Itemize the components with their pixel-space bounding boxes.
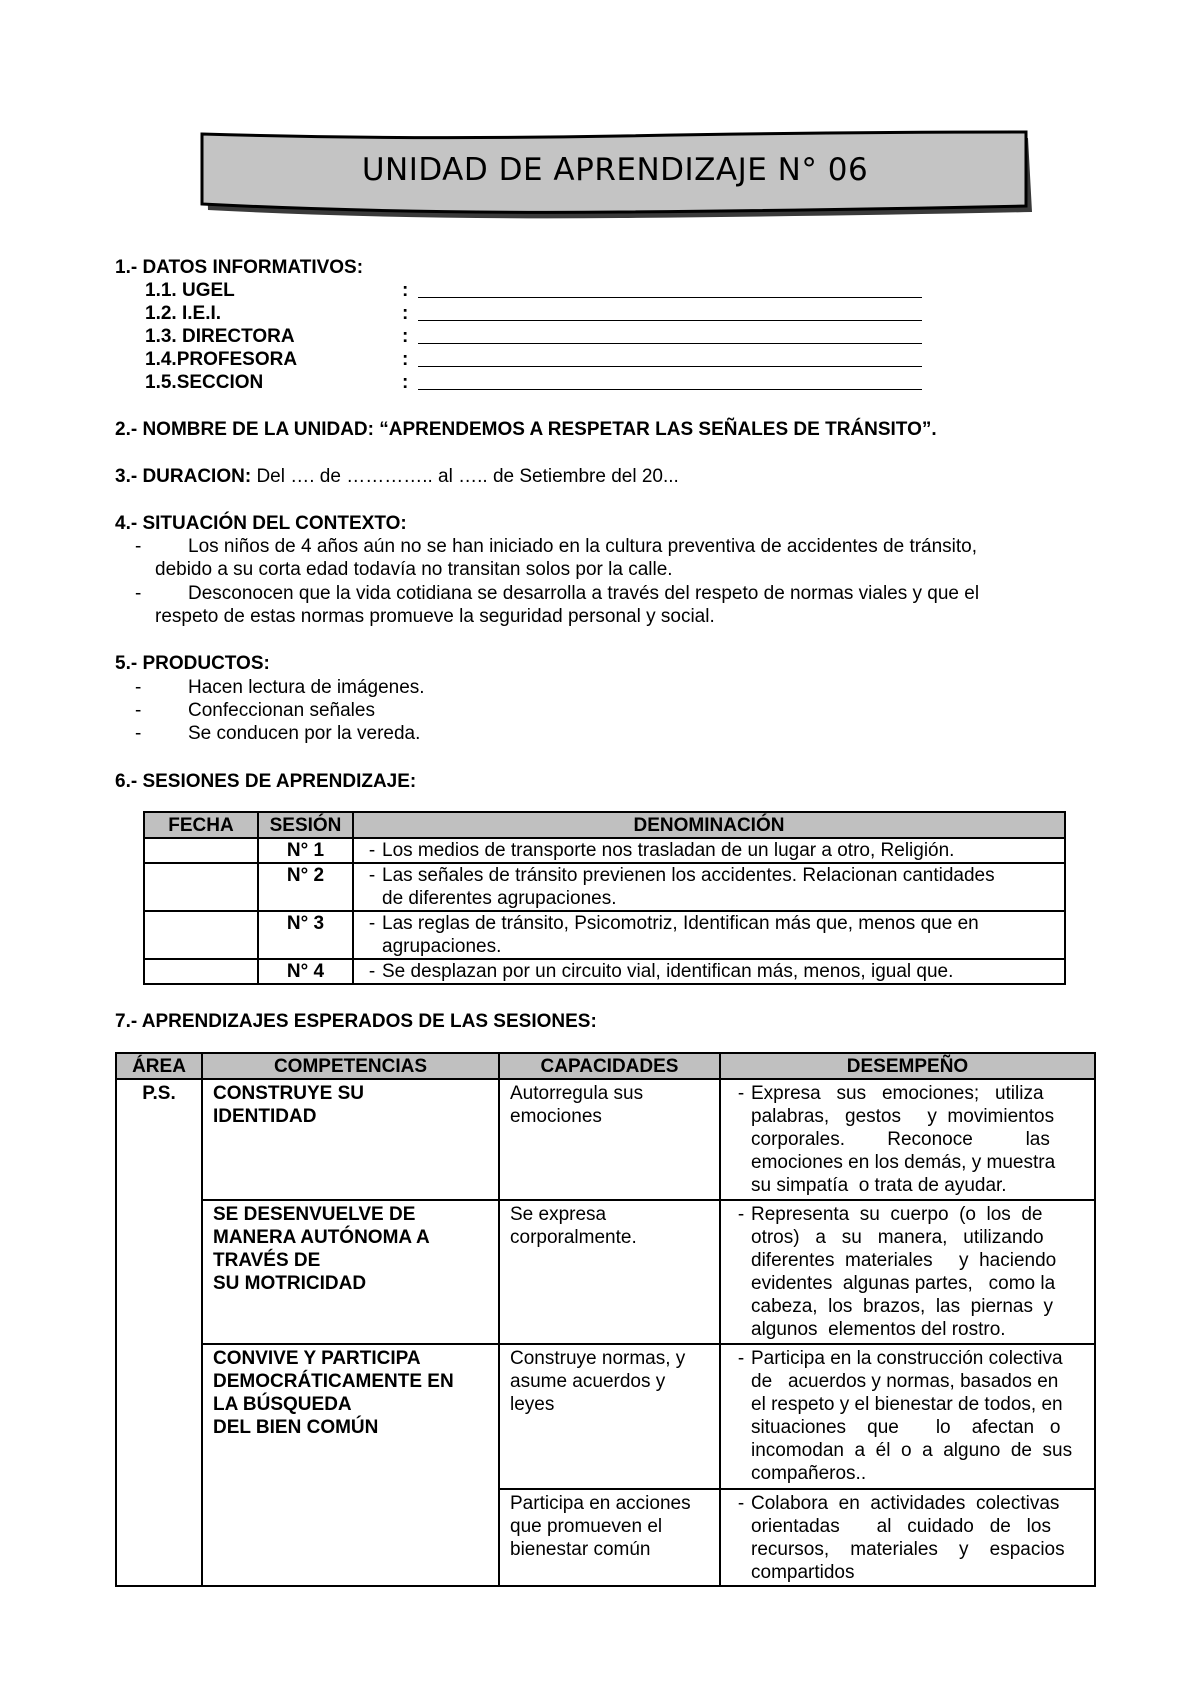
desempeno-cell <box>720 1489 1095 1586</box>
desempeno-line: Expresa sus emociones; utiliza <box>751 1083 1044 1104</box>
capacidad-line: asume acuerdos y <box>510 1371 666 1392</box>
desempeno-line: diferentes materiales y haciendo <box>751 1250 1057 1271</box>
table-row <box>144 959 1065 984</box>
table-header-row <box>116 1053 1095 1079</box>
capacidad-cell <box>499 1200 720 1344</box>
capacidad-line: Participa en acciones <box>510 1493 691 1514</box>
competencia-line: DEL BIEN COMÚN <box>213 1417 379 1438</box>
desempeno-line: recursos, materiales y espacios <box>751 1539 1065 1560</box>
competencia-line: DEMOCRÁTICAMENTE EN <box>213 1371 454 1392</box>
competencia-line: SU MOTRICIDAD <box>213 1273 367 1294</box>
area-cell: P.S. <box>116 1079 202 1586</box>
field-colon: : <box>402 326 409 347</box>
section-heading-datos: 1.- DATOS INFORMATIVOS: <box>115 257 364 278</box>
session-number: N° 2 <box>258 863 353 911</box>
desempeno-line: compañeros.. <box>751 1463 867 1484</box>
session-number: N° 4 <box>258 959 353 984</box>
product-item: Se conducen por la vereda. <box>188 723 421 744</box>
duration-label: 3.- DURACION: <box>115 466 252 487</box>
session-denomination <box>353 911 1065 959</box>
desempeno-line: Participa en la construcción colectiva <box>751 1348 1063 1369</box>
list-bullet: - <box>737 1348 745 1369</box>
field-label-directora: 1.3. DIRECTORA <box>145 326 295 347</box>
desempeno-line: el respeto y el bienestar de todos, en <box>751 1394 1063 1415</box>
session-number: N° 1 <box>258 838 353 863</box>
list-bullet: - <box>135 723 142 744</box>
fecha-cell <box>144 911 258 959</box>
list-bullet: - <box>737 1493 745 1514</box>
list-bullet: - <box>135 583 142 604</box>
table-row <box>116 1079 1095 1200</box>
field-colon: : <box>402 372 409 393</box>
capacidad-cell <box>499 1344 720 1489</box>
competencia-line: TRAVÉS DE <box>213 1250 321 1271</box>
competencia-line: SE DESENVUELVE DE <box>213 1204 416 1225</box>
section-heading-aprendizajes: 7.- APRENDIZAJES ESPERADOS DE LAS SESIONES: <box>115 1011 597 1032</box>
column-header-competencias: COMPETENCIAS <box>202 1053 499 1079</box>
sessions-table <box>143 811 1066 985</box>
session-number: N° 3 <box>258 911 353 959</box>
learning-table <box>115 1052 1096 1587</box>
field-label-iei: 1.2. I.E.I. <box>145 303 222 324</box>
session-denomination <box>353 863 1065 911</box>
list-bullet: - <box>737 1083 745 1104</box>
fecha-cell <box>144 959 258 984</box>
competencia-line: IDENTIDAD <box>213 1106 317 1127</box>
desempeno-line: algunos elementos del rostro. <box>751 1319 1006 1340</box>
field-colon: : <box>402 280 409 301</box>
competencia-line: CONSTRUYE SU <box>213 1083 364 1104</box>
desempeno-cell <box>720 1079 1095 1200</box>
context-item-2-line2: respeto de estas normas promueve la seguridad personal y social. <box>155 606 715 627</box>
table-row <box>144 838 1065 863</box>
desempeno-line: de acuerdos y normas, basados en <box>751 1371 1059 1392</box>
list-bullet: - <box>135 677 142 698</box>
table-row <box>116 1200 1095 1344</box>
desempeno-line: compartidos <box>751 1562 855 1583</box>
table-header-row <box>144 812 1065 838</box>
capacidad-line: bienestar común <box>510 1539 651 1560</box>
column-header-denominacion: DENOMINACIÓN <box>353 812 1065 838</box>
denomination-line: Se desplazan por un circuito vial, identifican más, menos, igual que. <box>382 961 954 982</box>
fecha-cell <box>144 838 258 863</box>
denomination-line: de diferentes agrupaciones. <box>382 888 617 909</box>
list-bullet: - <box>737 1204 745 1225</box>
list-bullet: - <box>368 840 376 861</box>
list-bullet: - <box>368 913 376 934</box>
field-label-ugel: 1.1. UGEL <box>145 280 235 301</box>
session-denomination <box>353 959 1065 984</box>
blank-line-ugel <box>418 297 922 298</box>
denomination-line: Las reglas de tránsito, Psicomotriz, Identifican más que, menos que en <box>382 913 979 934</box>
field-colon: : <box>402 349 409 370</box>
desempeno-line: su simpatía o trata de ayudar. <box>751 1175 1007 1196</box>
competencia-cell <box>202 1200 499 1344</box>
context-item-1-line2: debido a su corta edad todavía no transitan solos por la calle. <box>155 559 673 580</box>
product-item: Hacen lectura de imágenes. <box>188 677 425 698</box>
context-item-1-line1: Los niños de 4 años aún no se han iniciado en la cultura preventiva de accidentes de tránsito, <box>188 536 978 557</box>
capacidad-line: Construye normas, y <box>510 1348 686 1369</box>
desempeno-line: otros) a su manera, utilizando <box>751 1227 1044 1248</box>
field-colon: : <box>402 303 409 324</box>
table-row <box>144 911 1065 959</box>
context-item-2-line1: Desconocen que la vida cotidiana se desarrolla a través del respeto de normas viales y que el <box>188 583 980 604</box>
desempeno-line: orientadas al cuidado de los <box>751 1516 1051 1537</box>
column-header-area: ÁREA <box>116 1053 202 1079</box>
desempeno-line: cabeza, los brazos, las piernas y <box>751 1296 1054 1317</box>
column-header-desempeno: DESEMPEÑO <box>720 1053 1095 1079</box>
capacidad-cell <box>499 1489 720 1586</box>
unit-name: 2.- NOMBRE DE LA UNIDAD: “APRENDEMOS A RESPETAR LAS SEÑALES DE TRÁNSITO”. <box>115 419 937 440</box>
list-bullet: - <box>368 865 376 886</box>
competencia-line: CONVIVE Y PARTICIPA <box>213 1348 421 1369</box>
competencia-line: MANERA AUTÓNOMA A <box>213 1227 430 1248</box>
desempeno-line: Representa su cuerpo (o los de <box>751 1204 1043 1225</box>
field-label-seccion: 1.5.SECCION <box>145 372 264 393</box>
desempeno-cell <box>720 1200 1095 1344</box>
desempeno-line: situaciones que lo afectan o <box>751 1417 1061 1438</box>
session-denomination <box>353 838 1065 863</box>
capacidad-line: leyes <box>510 1394 555 1415</box>
desempeno-line: Colabora en actividades colectivas <box>751 1493 1060 1514</box>
blank-line-directora <box>418 343 922 344</box>
duration-line <box>115 465 679 488</box>
page-title: UNIDAD DE APRENDIZAJE N° 06 <box>361 152 869 188</box>
competencia-cell <box>202 1344 499 1586</box>
desempeno-cell <box>720 1344 1095 1489</box>
section-heading-contexto: 4.- SITUACIÓN DEL CONTEXTO: <box>115 513 407 534</box>
blank-line-seccion <box>418 389 922 390</box>
competencia-cell <box>202 1079 499 1200</box>
column-header-fecha: FECHA <box>144 812 258 838</box>
section-heading-sesiones: 6.- SESIONES DE APRENDIZAJE: <box>115 771 417 792</box>
capacidad-line: emociones <box>510 1106 602 1127</box>
capacidad-line: que promueven el <box>510 1516 663 1537</box>
desempeno-line: incomodan a él o a alguno de sus <box>751 1440 1073 1461</box>
list-bullet: - <box>368 961 376 982</box>
capacidad-cell <box>499 1079 720 1200</box>
desempeno-line: corporales. Reconoce las <box>751 1129 1050 1150</box>
section-heading-productos: 5.- PRODUCTOS: <box>115 653 270 674</box>
denomination-line: agrupaciones. <box>382 936 502 957</box>
blank-line-profesora <box>418 366 922 367</box>
capacidad-line: Autorregula sus <box>510 1083 644 1104</box>
duration-text: Del …. de ………….. al ….. de Setiembre del 20... <box>251 466 679 487</box>
denomination-line: Las señales de tránsito previenen los accidentes. Relacionan cantidades <box>382 865 995 886</box>
product-item: Confeccionan señales <box>188 700 375 721</box>
capacidad-line: corporalmente. <box>510 1227 637 1248</box>
capacidad-line: Se expresa <box>510 1204 607 1225</box>
list-bullet: - <box>135 536 142 557</box>
competencia-line: LA BÚSQUEDA <box>213 1394 352 1415</box>
column-header-sesion: SESIÓN <box>258 812 353 838</box>
desempeno-line: emociones en los demás, y muestra <box>751 1152 1056 1173</box>
desempeno-line: evidentes algunas partes, como la <box>751 1273 1056 1294</box>
desempeno-line: palabras, gestos y movimientos <box>751 1106 1055 1127</box>
blank-line-iei <box>418 320 922 321</box>
table-row <box>144 863 1065 911</box>
fecha-cell <box>144 863 258 911</box>
list-bullet: - <box>135 700 142 721</box>
denomination-line: Los medios de transporte nos trasladan de un lugar a otro, Religión. <box>382 840 955 861</box>
table-row <box>116 1344 1095 1489</box>
field-label-profesora: 1.4.PROFESORA <box>145 349 298 370</box>
column-header-capacidades: CAPACIDADES <box>499 1053 720 1079</box>
